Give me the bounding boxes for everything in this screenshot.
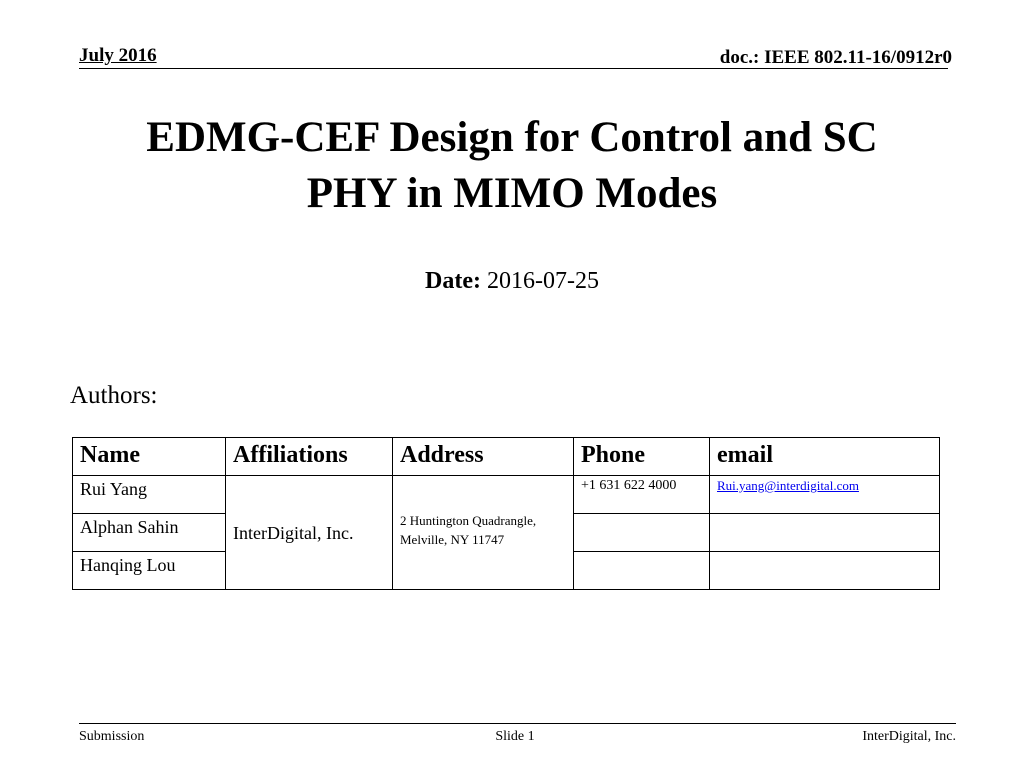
author-email xyxy=(710,552,940,590)
column-header-email: email xyxy=(710,438,940,476)
author-name: Alphan Sahin xyxy=(73,514,226,552)
date-label: Date: xyxy=(425,268,481,294)
footer-submission: Submission xyxy=(79,729,145,744)
header-divider xyxy=(79,68,948,69)
table-header-row xyxy=(73,438,940,476)
column-header-address: Address xyxy=(393,438,574,476)
date-value: 2016-07-25 xyxy=(480,268,599,294)
footer-organization: InterDigital, Inc. xyxy=(862,729,956,744)
author-email xyxy=(710,476,940,514)
column-header-phone: Phone xyxy=(574,438,710,476)
column-header-affiliations: Affiliations xyxy=(226,438,393,476)
slide-title-line2: PHY in MIMO Modes xyxy=(306,170,718,217)
header-date: July 2016 xyxy=(79,45,157,66)
header-doc-id: doc.: IEEE 802.11-16/0912r0 xyxy=(719,47,952,68)
author-phone xyxy=(574,514,710,552)
authors-table xyxy=(72,437,940,590)
author-affiliation: InterDigital, Inc. xyxy=(226,476,393,590)
date-line xyxy=(0,266,1024,296)
author-email xyxy=(710,514,940,552)
slide-title-line1: EDMG-CEF Design for Control and SC xyxy=(146,114,878,161)
author-name: Rui Yang xyxy=(73,476,226,514)
authors-label: Authors: xyxy=(70,382,158,409)
author-name: Hanqing Lou xyxy=(73,552,226,590)
footer-divider xyxy=(79,723,956,724)
slide-title xyxy=(0,110,1024,222)
author-address: 2 Huntington Quadrangle, Melville, NY 11747 xyxy=(393,476,574,590)
author-phone: +1 631 622 4000 xyxy=(574,476,710,514)
footer-slide-number: Slide 1 xyxy=(495,729,535,744)
column-header-name: Name xyxy=(73,438,226,476)
author-email-link[interactable]: Rui.yang@interdigital.com xyxy=(717,478,859,493)
author-phone xyxy=(574,552,710,590)
table-row xyxy=(73,476,940,514)
